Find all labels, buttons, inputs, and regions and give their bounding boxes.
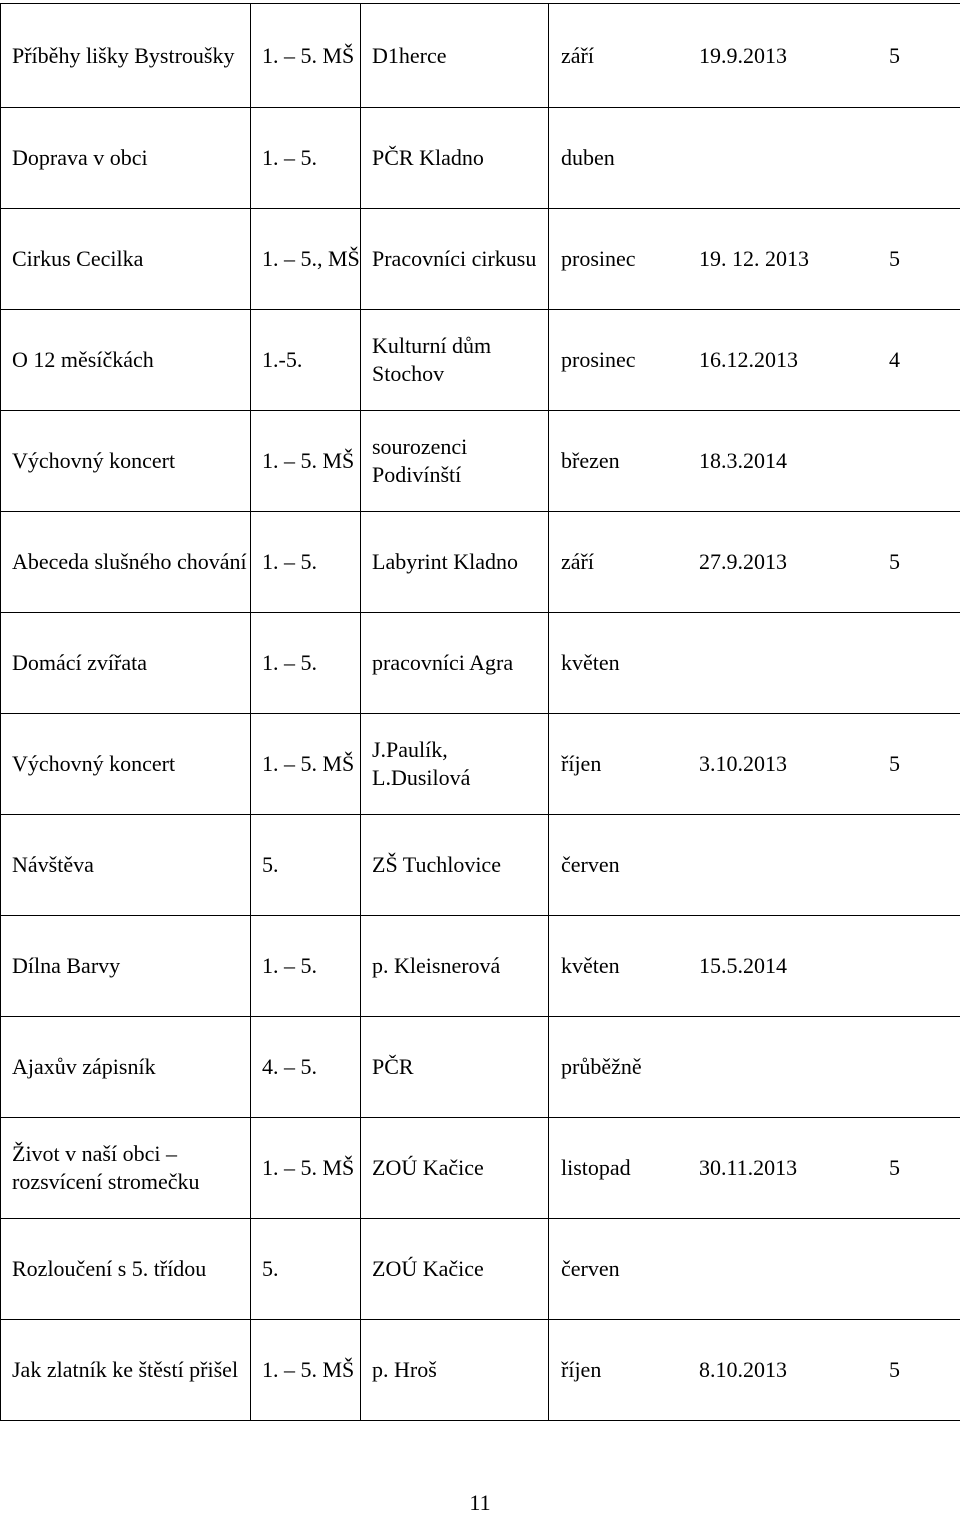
table-row: [1, 411, 960, 512]
table-row: [1, 209, 960, 310]
event-classes-cell: 1. – 5., MŠ: [251, 209, 361, 310]
event-date: 27.9.2013: [699, 548, 889, 576]
table-row: [1, 714, 960, 815]
table-row: [1, 613, 960, 714]
event-organizer-cell: p. Kleisnerová: [361, 916, 549, 1017]
page-number: 11: [0, 1490, 960, 1516]
table-row: [1, 512, 960, 613]
event-date: 8.10.2013: [699, 1356, 889, 1384]
event-score: 5: [889, 245, 900, 273]
event-month: květen: [561, 952, 699, 980]
event-date-cell: [549, 1219, 960, 1320]
events-table: [0, 3, 960, 1421]
event-classes-cell: 5.: [251, 815, 361, 916]
event-classes-cell: 1. – 5. MŠ: [251, 4, 361, 108]
event-organizer-cell: Labyrint Kladno: [361, 512, 549, 613]
event-date-cell: [549, 815, 960, 916]
event-title-cell: Výchovný koncert: [1, 411, 251, 512]
event-month: červen: [561, 851, 699, 879]
event-classes-cell: 1. – 5.: [251, 916, 361, 1017]
event-classes-cell: 1. – 5. MŠ: [251, 411, 361, 512]
event-organizer-cell: p. Hroš: [361, 1320, 549, 1421]
event-date-cell: [549, 916, 960, 1017]
event-month: září: [561, 548, 699, 576]
event-title-cell: Domácí zvířata: [1, 613, 251, 714]
event-score: 5: [889, 750, 900, 778]
event-score: 5: [889, 1356, 900, 1384]
event-date-cell: [549, 512, 960, 613]
event-date-cell: [549, 1118, 960, 1219]
event-title-cell: Návštěva: [1, 815, 251, 916]
event-organizer-cell: pracovníci Agra: [361, 613, 549, 714]
event-date: 30.11.2013: [699, 1154, 889, 1182]
event-date: 19. 12. 2013: [699, 245, 889, 273]
event-classes-cell: 1. – 5.: [251, 613, 361, 714]
event-date: 18.3.2014: [699, 447, 889, 475]
event-title-cell: Doprava v obci: [1, 108, 251, 209]
event-classes-cell: 5.: [251, 1219, 361, 1320]
event-date: 15.5.2014: [699, 952, 889, 980]
event-month: květen: [561, 649, 699, 677]
event-month: prosinec: [561, 245, 699, 273]
table-row: [1, 1320, 960, 1421]
event-title-cell: Příběhy lišky Bystroušky: [1, 4, 251, 108]
event-date-cell: [549, 209, 960, 310]
table-row: [1, 1017, 960, 1118]
event-score: 5: [889, 42, 900, 70]
event-date-cell: [549, 4, 960, 108]
event-classes-cell: 1. – 5. MŠ: [251, 1118, 361, 1219]
event-date-cell: [549, 108, 960, 209]
event-organizer-cell: sourozenci Podivínští: [361, 411, 549, 512]
event-month: červen: [561, 1255, 699, 1283]
event-organizer-cell: Pracovníci cirkusu: [361, 209, 549, 310]
event-classes-cell: 1.-5.: [251, 310, 361, 411]
event-title-cell: Cirkus Cecilka: [1, 209, 251, 310]
event-month: říjen: [561, 1356, 699, 1384]
event-title-cell: Abeceda slušného chování: [1, 512, 251, 613]
table-row: [1, 1118, 960, 1219]
event-date-cell: [549, 310, 960, 411]
event-score: 5: [889, 1154, 900, 1182]
table-row: [1, 4, 960, 108]
event-date-cell: [549, 1320, 960, 1421]
event-title-cell: Ajaxův zápisník: [1, 1017, 251, 1118]
event-classes-cell: 1. – 5. MŠ: [251, 714, 361, 815]
event-title-cell: Život v naší obci – rozsvícení stromečku: [1, 1118, 251, 1219]
event-month: říjen: [561, 750, 699, 778]
event-score: 4: [889, 346, 900, 374]
event-score: 5: [889, 548, 900, 576]
table-row: [1, 1219, 960, 1320]
event-title-cell: O 12 měsíčkách: [1, 310, 251, 411]
event-month: průběžně: [561, 1053, 699, 1081]
event-month: listopad: [561, 1154, 699, 1182]
event-date: 19.9.2013: [699, 42, 889, 70]
event-date: 3.10.2013: [699, 750, 889, 778]
table-row: [1, 916, 960, 1017]
event-classes-cell: 4. – 5.: [251, 1017, 361, 1118]
event-date-cell: [549, 613, 960, 714]
event-organizer-cell: Kulturní dům Stochov: [361, 310, 549, 411]
event-date-cell: [549, 411, 960, 512]
event-title-cell: Dílna Barvy: [1, 916, 251, 1017]
event-date: 16.12.2013: [699, 346, 889, 374]
event-title-cell: Výchovný koncert: [1, 714, 251, 815]
table-row: [1, 815, 960, 916]
event-organizer-cell: D1herce: [361, 4, 549, 108]
event-organizer-cell: ZOÚ Kačice: [361, 1219, 549, 1320]
event-organizer-cell: ZOÚ Kačice: [361, 1118, 549, 1219]
event-classes-cell: 1. – 5. MŠ: [251, 1320, 361, 1421]
event-organizer-cell: PČR: [361, 1017, 549, 1118]
event-title-cell: Jak zlatník ke štěstí přišel: [1, 1320, 251, 1421]
event-classes-cell: 1. – 5.: [251, 108, 361, 209]
table-row: [1, 108, 960, 209]
event-organizer-cell: PČR Kladno: [361, 108, 549, 209]
event-month: březen: [561, 447, 699, 475]
event-month: duben: [561, 144, 699, 172]
event-organizer-cell: J.Paulík, L.Dusilová: [361, 714, 549, 815]
event-month: prosinec: [561, 346, 699, 374]
event-month: září: [561, 42, 699, 70]
event-classes-cell: 1. – 5.: [251, 512, 361, 613]
table-row: [1, 310, 960, 411]
event-date-cell: [549, 714, 960, 815]
event-title-cell: Rozloučení s 5. třídou: [1, 1219, 251, 1320]
event-organizer-cell: ZŠ Tuchlovice: [361, 815, 549, 916]
event-date-cell: [549, 1017, 960, 1118]
